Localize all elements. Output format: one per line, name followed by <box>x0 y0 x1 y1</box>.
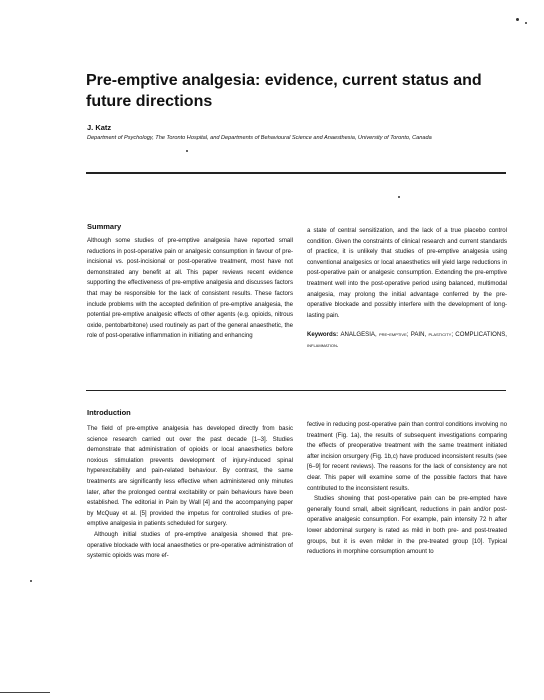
keywords-label: Keywords: <box>307 331 339 339</box>
introduction-paragraph-4: Studies showing that post-operative pain can be pre-empted have generally found small, albeit significant, reductions in pain and/or post-operative analgesic consumption. For example, pain intensity 72 h after lower abdominal surgery is rated as mild in both pre- and post-treated groups, but it is even milder in the pre-treated group [10]. Typical reductions in morphine consumption amount to <box>307 495 507 556</box>
scan-speck <box>398 196 400 198</box>
summary-paragraph-right: a state of central sensitization, and the lack of a true placebo control condition. Given the constraints of clinical research and current standards of practice, it is unlikely that studies of pre-emptive analgesia using conventional analgesics or local anaesthetics will yield large reductions in post-operative pain or analgesic consumption. Extending the pre-emptive treatment well into the post-operative period using balanced, multimodal analgesia, may prolong the initial advantage conferred by the pre-operative blockade and possibly interfere with the development of long-lasting pain. <box>307 227 507 319</box>
summary-heading: Summary <box>87 222 122 231</box>
section-rule <box>86 390 506 391</box>
introduction-paragraph-1: The field of pre-emptive analgesia has developed directly from basic science research carried out over the past decade [1–3]. Studies demonstrate that administration of opioids or local anaesthetics before noxious stimulation prevents development of injury-induced spinal hyperexcitability and pain-related behaviour. By contrast, the same treatments are significantly less effective when administered only minutes later, after the prolonged central excitability or pain behaviours have been established. The editorial in Pain by Wall [4] and the accompanying paper by McQuay et al. [5] provided the impetus for controlled studies of pre-emptive analgesia in patients scheduled for surgery. <box>87 425 293 528</box>
keywords-line <box>307 330 507 351</box>
header-rule <box>86 172 506 174</box>
summary-right-column <box>307 226 507 352</box>
scan-edge-line <box>0 692 50 693</box>
scan-speck <box>30 580 32 582</box>
author-name: J. Katz <box>87 123 112 132</box>
introduction-left-column <box>87 424 293 562</box>
introduction-paragraph-2: Although initial studies of pre-emptive analgesia showed that pre-operative blockade with local anaesthetics or pre-operative administration of systemic opioids was more ef- <box>87 530 293 560</box>
author-affiliation: Department of Psychology, The Toronto Hospital, and Departments of Behavioural Science and Anaesthesia, University of Toronto, Canada <box>87 135 432 141</box>
introduction-paragraph-3: fective in reducing post-operative pain than control conditions involving no treatment (Fig. 1a), the results of subsequent investigations comparing the effects of preoperative treatment with the same treatment initiated after incision orsurgery (Fig. 1b,c) have produced inconsistent results (see [6–9] for recent reviews). The reasons for the lack of consistency are not clear. This paper will examine some of the possible factors that have contributed to the inconsistent results. <box>307 421 507 492</box>
scan-speck <box>525 22 527 24</box>
summary-paragraph-left: Although some studies of pre-emptive analgesia have reported small reductions in post-operative pain or analgesic consumption in favour of pre-incisional vs. post-incisional or post-operative treatment, most have not demonstrated any benefit at all. This paper reviews recent evidence supporting the effectiveness of pre-emptive analgesia and discusses factors that may be responsible for the lack of consistent results. These factors include problems with the accepted definition of pre-emptive analgesia, the potential pre-emptive analgesic effects of other agents (e.g. opioids, nitrous oxide, pentobarbitone) used routinely as part of the general anaesthetic, the role of post-operative inflammation in initiating and enhancing <box>87 237 293 340</box>
scan-speck <box>516 18 519 21</box>
article-title: Pre-emptive analgesia: evidence, current status and future directions <box>86 72 482 110</box>
scan-speck <box>186 150 188 152</box>
summary-left-column <box>87 236 293 342</box>
keywords-list: ANALGESIA, pre-emptive; PAIN, plasticity; COMPLICATIONS, inflammation. <box>307 331 507 349</box>
introduction-right-column <box>307 420 507 558</box>
introduction-heading: Introduction <box>87 408 131 417</box>
